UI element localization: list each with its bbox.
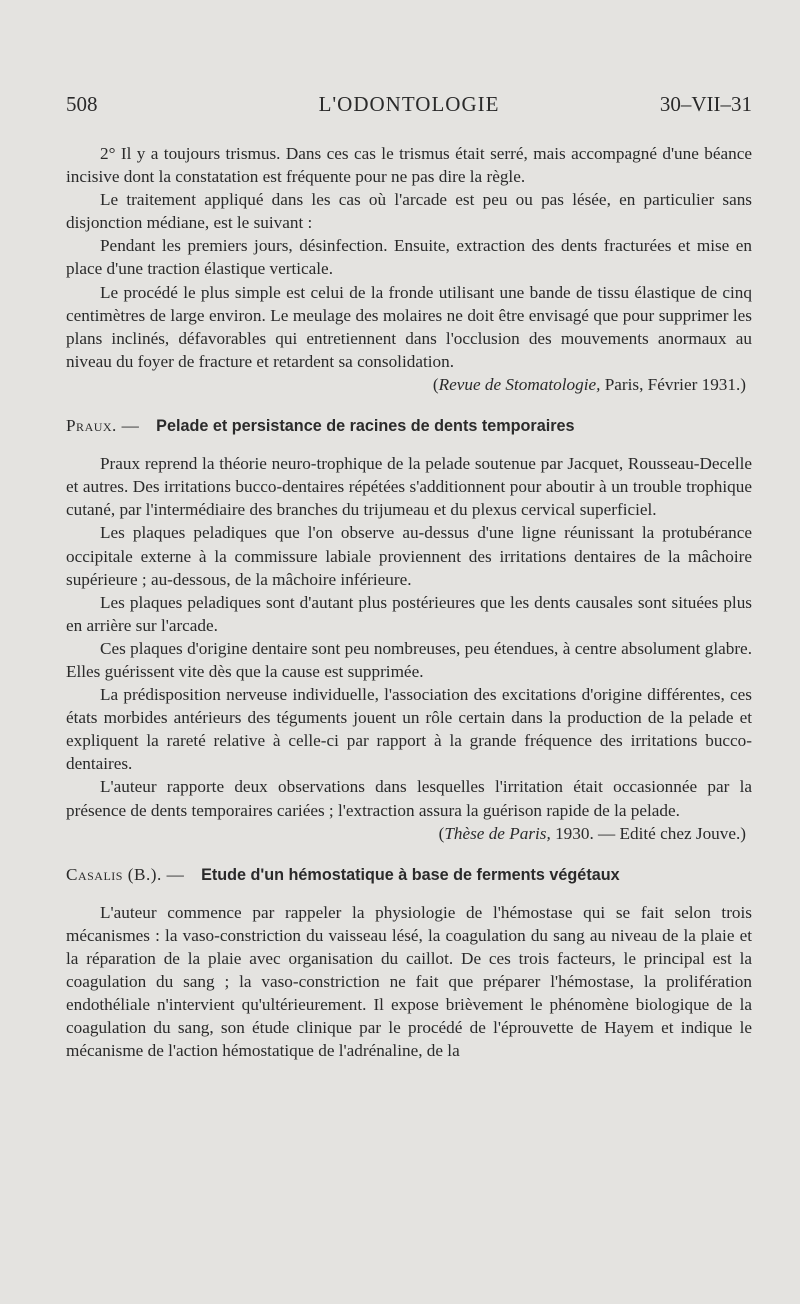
paragraph: 2° Il y a toujours trismus. Dans ces cas le trismus était serré, mais accompagné d'une béance incisive dont la constatation est fréquente pour ne pas dire la règle.	[66, 144, 752, 187]
citation	[66, 822, 752, 845]
article-title: Etude d'un hémostatique à base de ferments végétaux	[201, 865, 620, 884]
page-header	[66, 92, 752, 122]
page-body	[66, 142, 752, 1062]
citation-details: 1930. — Edité chez Jouve.)	[550, 823, 746, 843]
paragraph: Praux reprend la théorie neuro-trophique de la pelade soutenue par Jacquet, Rousseau-Decelle et autres. Des irritations bucco-dentaires répétées s'additionnent pour aboutir à un trouble trophique cutané, par l'intermédiaire des branches du trijumeau et du plexus cervical superficiel.	[66, 454, 752, 520]
paragraph: Le procédé le plus simple est celui de la fronde utilisant une bande de tissu élastique de cinq centimètres de large environ. Le meulage des molaires ne doit être envisagé que pour supprimer les plans inclinés, défavorables qui entretiennent dans l'occlusion des mouvements anormaux au niveau du foyer de fracture et retardent sa consolidation.	[66, 282, 752, 371]
article-title: Pelade et persistance de racines de dents temporaires	[156, 417, 575, 436]
paragraph: Ces plaques d'origine dentaire sont peu nombreuses, peu étendues, à centre absolument glabre. Elles guérissent vite dès que la cause est supprimée.	[66, 638, 752, 681]
paragraph: La prédisposition nerveuse individuelle, l'association des excitations d'origine différentes, ces états morbides antérieurs des téguments jouent un rôle certain dans la production de la pelade et expliquent la rareté relative à celle-ci par rapport à la grande fréquence des irritations bucco-dentaires.	[66, 685, 752, 774]
paragraph: Pendant les premiers jours, désinfection. Ensuite, extraction des dents fracturées et mise en place d'une traction élastique verticale.	[66, 236, 752, 279]
paragraph: L'auteur commence par rappeler la physiologie de l'hémostase qui se fait selon trois mécanismes : la vaso-constriction du vaisseau lésé, la coagulation du sang au niveau de la plaie et la réparation de la plaie avec organisation du caillot. De ces trois facteurs, le principal est la coagulation du sang ; la vaso-constriction ne fait que préparer l'hémostase, la prolifération endothéliale n'intervient qu'ultérieurement. Il expose brièvement le phénomène biologique de la coagulation du sang, son étude clinique par le procédé de l'éprouvette de Hayem et indique le mécanisme de l'action hémostatique de l'adrénaline, de la	[66, 902, 752, 1061]
issue-date: 30–VII–31	[659, 92, 752, 116]
paragraph: Les plaques peladiques que l'on observe au-dessus d'une ligne réunissant la protubérance occipitale externe à la commissure labiale proviennent des irritations dentaires de la mâchoire supérieure ; au-dessous, de la mâchoire inférieure.	[66, 523, 752, 589]
citation-prefix: (	[438, 823, 445, 843]
article-heading	[66, 863, 752, 887]
citation-source: Revue de Stomatologie,	[438, 374, 601, 394]
running-title: L'ODONTOLOGIE	[318, 92, 500, 116]
citation-source: Thèse de Paris,	[444, 823, 551, 843]
citation-details: Paris, Février 1931.)	[600, 374, 746, 394]
paragraph: Les plaques peladiques sont d'autant plus postérieures que les dents causales sont situées plus en arrière sur l'arcade.	[66, 592, 752, 635]
citation	[66, 373, 752, 396]
article-author: Praux. —	[66, 416, 145, 436]
paragraph: L'auteur rapporte deux observations dans lesquelles l'irritation était occasionnée par la présence de dents temporaires cariées ; l'extraction assura la guérison rapide de la pelade.	[66, 777, 752, 820]
paragraph: Le traitement appliqué dans les cas où l'arcade est peu ou pas lésée, en particulier sans disjonction médiane, est le suivant :	[66, 190, 752, 233]
citation-prefix: (	[432, 374, 439, 394]
article-heading	[66, 414, 752, 438]
article-author: Casalis (B.). —	[66, 864, 190, 884]
page-number: 508	[66, 92, 98, 116]
